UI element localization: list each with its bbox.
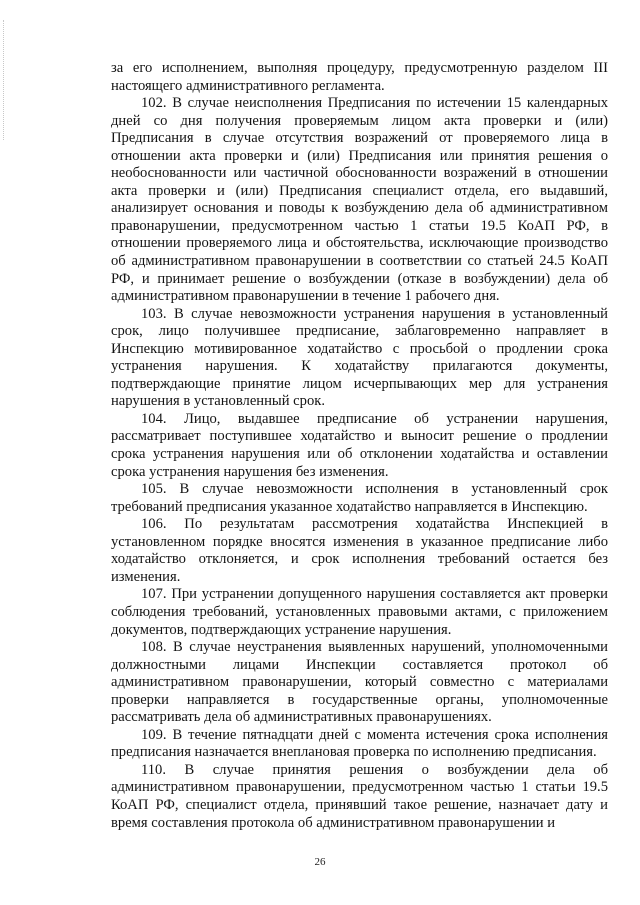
paragraph-continuation: за его исполнением, выполняя процедуру, предусмотренную разделом III настоящего административного регламента. [111, 60, 608, 94]
document-body [111, 60, 608, 832]
paragraph-106: 106. По результатам рассмотрения ходатайства Инспекцией в установленном порядке вносятся изменения в указанное предписание либо ходатайство отклоняется, и срок исполнения требований остается без изменения. [111, 516, 608, 585]
paragraph-109: 109. В течение пятнадцати дней с момента истечения срока исполнения предписания назначается внеплановая проверка по исполнению предписания. [111, 726, 608, 761]
page-number: 26 [314, 856, 326, 868]
paragraph-110: 110. В случае принятия решения о возбуждении дела об административном правонарушении, предусмотренном частью 1 статьи 19.5 КоАП РФ, специалист отдела, принявший такое решение, назначает дату и время составления протокола об административном правонарушении и [111, 761, 608, 831]
scan-edge-marks [3, 20, 6, 140]
paragraph-108: 108. В случае неустранения выявленных нарушений, уполномоченными должностными лицами Инспекции составляется протокол об административном правонарушении, который совместно с материалами проверки направляется в государственные органы, уполномоченные рассматривать дела об административных правонарушениях. [111, 639, 608, 726]
paragraph-102: 102. В случае неисполнения Предписания по истечении 15 календарных дней со дня получения проверяемым лицом акта проверки и (или) Предписания в случае отсутствия возражений от проверяемого лица в отношении акта проверки и (или) Предписания или принятия решения о необоснованности или частичной обоснованности возражений в отношении акта проверки и (или) Предписания специалист отдела, его выдавший, анализирует основания и поводы к возбуждению дела об административном правонарушении, предусмотренном частью 1 статьи 19.5 КоАП РФ, в отношении проверяемого лица и обстоятельства, исключающие производство об административном правонарушении в соответствии со статьей 24.5 КоАП РФ, и принимает решение о возбуждении (отказе в возбуждении) дела об административном правонарушении в течение 1 рабочего дня. [111, 95, 608, 305]
paragraph-105: 105. В случае невозможности исполнения в установленный срок требований предписания указанное ходатайство направляется в Инспекцию. [111, 481, 608, 515]
paragraph-104: 104. Лицо, выдавшее предписание об устранении нарушения, рассматривает поступившее ходатайство и выносит решение о продлении срока устранения нарушения или об отклонении ходатайства и оставлении срока устранения нарушения без изменения. [111, 410, 608, 480]
paragraph-107: 107. При устранении допущенного нарушения составляется акт проверки соблюдения требований, установленных правовыми актами, с приложением документов, подтверждающих устранение нарушения. [111, 586, 608, 638]
paragraph-103: 103. В случае невозможности устранения нарушения в установленный срок, лицо получившее предписание, заблаговременно направляет в Инспекцию мотивированное ходатайство с просьбой о продлении срока устранения нарушения. К ходатайству прилагаются документы, подтверждающие принятие лицом исчерпывающих мер для устранения нарушения в установленный срок. [111, 305, 608, 410]
